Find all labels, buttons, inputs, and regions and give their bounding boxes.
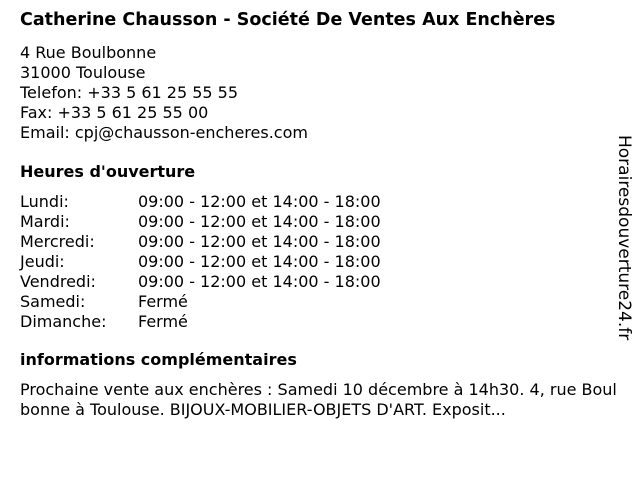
- business-name: Catherine Chausson - Société De Ventes Aux Enchères: [20, 10, 556, 30]
- fax-number: Fax: +33 5 61 25 55 00: [20, 103, 209, 122]
- watermark-text: Horairesdouverture24.fr: [614, 135, 634, 341]
- day-label: Mardi:: [20, 212, 70, 231]
- info-description: Prochaine vente aux enchères : Samedi 10 décembre à 14h30. 4, rue Boulbonne à Toulouse. BIJOUX-MOBILIER-OBJETS D'ART. Exposit...: [20, 380, 617, 419]
- business-detail-card: [20, 10, 622, 420]
- hours-heading: Heures d'ouverture: [20, 162, 196, 181]
- day-label: Jeudi:: [20, 252, 65, 271]
- site-watermark: [614, 135, 634, 350]
- opening-hours-table: [20, 192, 622, 332]
- hours-value: 09:00 - 12:00 et 14:00 - 18:00: [138, 232, 381, 251]
- phone-number[interactable]: Telefon: +33 5 61 25 55 55: [20, 83, 239, 102]
- hours-row-friday: [20, 272, 622, 292]
- hours-row-thursday: [20, 252, 622, 272]
- hours-row-sunday: [20, 312, 622, 332]
- hours-value: 09:00 - 12:00 et 14:00 - 18:00: [138, 212, 381, 231]
- hours-value: 09:00 - 12:00 et 14:00 - 18:00: [138, 272, 381, 291]
- day-label: Samedi:: [20, 292, 86, 311]
- contact-block: [20, 43, 622, 143]
- hours-row-wednesday: [20, 232, 622, 252]
- hours-row-monday: [20, 192, 622, 212]
- email-address[interactable]: Email: cpj@chausson-encheres.com: [20, 123, 308, 142]
- hours-value: Fermé: [138, 292, 188, 311]
- hours-value: 09:00 - 12:00 et 14:00 - 18:00: [138, 252, 381, 271]
- street-address: 4 Rue Boulbonne: [20, 43, 157, 62]
- city-postcode: 31000 Toulouse: [20, 63, 146, 82]
- day-label: Dimanche:: [20, 312, 107, 331]
- hours-value: Fermé: [138, 312, 188, 331]
- day-label: Mercredi:: [20, 232, 95, 251]
- hours-value: 09:00 - 12:00 et 14:00 - 18:00: [138, 192, 381, 211]
- day-label: Lundi:: [20, 192, 69, 211]
- info-heading: informations complémentaires: [20, 350, 297, 369]
- hours-row-saturday: [20, 292, 622, 312]
- day-label: Vendredi:: [20, 272, 96, 291]
- hours-row-tuesday: [20, 212, 622, 232]
